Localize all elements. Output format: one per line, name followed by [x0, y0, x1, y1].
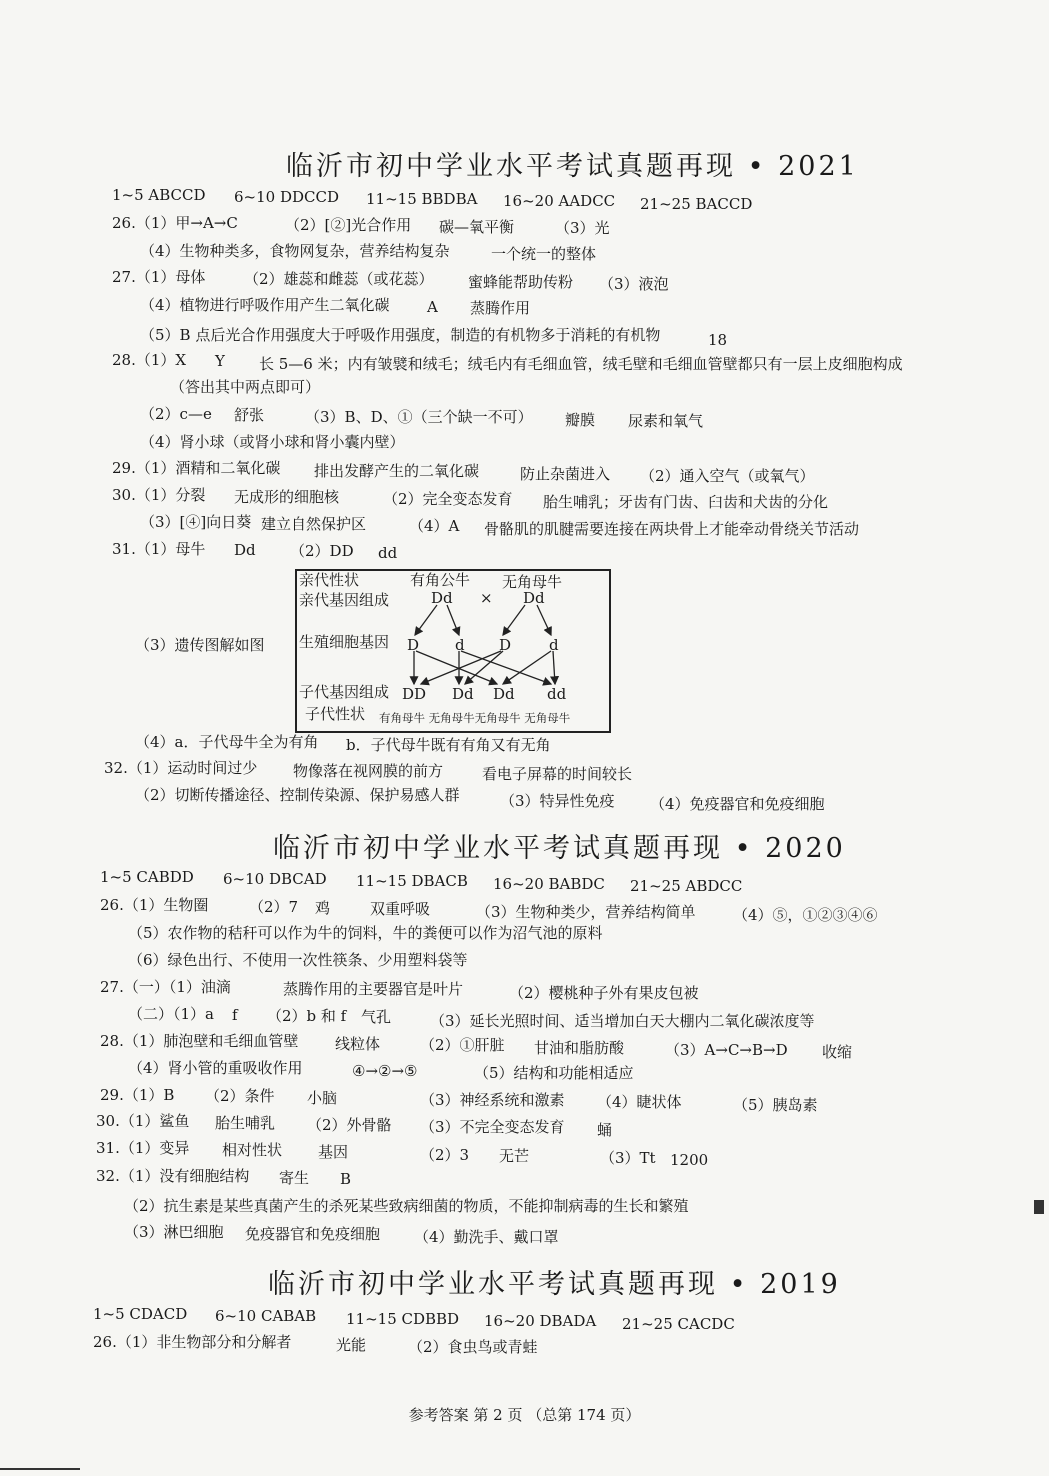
- q27-2021-b: （2）雄蕊和雌蕊（或花蕊）: [244, 270, 434, 288]
- child-genotype-1: DD: [402, 685, 427, 703]
- q31-2021-a: 31.（1）母牛: [112, 540, 206, 558]
- arrow-d-dd: [461, 651, 551, 684]
- q26-2021-c: 碳—氧平衡: [439, 218, 515, 236]
- label-child-genotype: 子代基因组成: [299, 683, 390, 701]
- arrow-d2-Dd2: [503, 651, 551, 684]
- child-genotype-2: Dd: [452, 685, 474, 703]
- q30-2020-a: 30.（1）鲨鱼: [96, 1112, 190, 1130]
- q30-2021-a: 30.（1）分裂: [112, 486, 206, 504]
- mc-2020-4: 16~20 BABDC: [493, 875, 605, 893]
- mc-2020-3: 11~15 DBACB: [356, 872, 468, 890]
- q28-2020-i: （5）结构和功能相适应: [474, 1064, 634, 1082]
- q32-2020-g: （4）勤洗手、戴口罩: [414, 1228, 559, 1246]
- q29-2020-f: （5）胰岛素: [733, 1096, 818, 1114]
- q28-2021-h: 瓣膜: [565, 411, 596, 429]
- q26-2021-b: （2）[②]光合作用: [285, 216, 412, 234]
- arrow-D2-DD: [421, 651, 501, 684]
- mc-2020-5: 21~25 ABDCC: [630, 877, 743, 895]
- q30-2021-f: 建立自然保护区: [261, 515, 367, 533]
- q32-2020-c: B: [340, 1170, 352, 1188]
- q27-2021-i: 18: [708, 331, 728, 349]
- q28-2021-c: 长 5—6 米；内有皱襞和绒毛；绒毛内有毛细血管，绒毛壁和毛细血管壁都只有一层上皮细胞构成: [259, 355, 903, 373]
- q27-2020-e: f: [232, 1006, 238, 1024]
- q26-2019-a: 26.（1）非生物部分和分解者: [93, 1333, 292, 1351]
- q32-2021-a: 32.（1）运动时间过少: [104, 759, 258, 777]
- q32-2020-f: 免疫器官和免疫细胞: [245, 1225, 381, 1243]
- q27-2020-d: （二）（1）a: [128, 1005, 214, 1023]
- arrow-father-d: [447, 605, 459, 635]
- q31-2020-d: （2）3: [420, 1146, 470, 1164]
- q31-2021-b: Dd: [234, 541, 256, 559]
- q28-2020-e: （3）A→C→B→D: [665, 1041, 788, 1059]
- arrow-mother-D: [503, 605, 525, 635]
- q26-2021-e: （4）生物种类多，食物网复杂，营养结构复杂: [140, 242, 450, 260]
- mc-2021-1: 1~5 ABCCD: [112, 186, 206, 204]
- q29-2020-e: （4）睫状体: [597, 1093, 682, 1111]
- mother-trait: 无角母牛: [502, 573, 563, 591]
- section-title-2021: 临沂市初中学业水平考试真题再现 • 2021: [286, 151, 859, 182]
- q28-2020-a: 28.（1）肺泡壁和毛细血管壁: [100, 1032, 299, 1050]
- q26-2020-b: （2）7: [249, 898, 299, 916]
- mother-genotype: Dd: [523, 589, 545, 607]
- mc-2020-2: 6~10 DBCAD: [223, 870, 327, 888]
- q30-2021-c: （2）完全变态发育: [383, 490, 513, 508]
- q27-2021-h: （5）B 点后光合作用强度大于呼吸作用强度，制造的有机物多于消耗的有机物: [140, 326, 661, 344]
- q27-2020-c: （2）樱桃种子外有果皮包被: [509, 984, 699, 1002]
- q28-2021-i: 尿素和氧气: [628, 412, 704, 430]
- q31-2021-e: （3）遗传图解如图: [135, 636, 265, 654]
- q32-2020-d: （2）抗生素是某些真菌产生的杀死某些致病细菌的物质，不能抑制病毒的生长和繁殖: [124, 1197, 689, 1215]
- child-genotype-4: dd: [547, 685, 567, 703]
- q32-2020-a: 32.（1）没有细胞结构: [96, 1167, 250, 1185]
- gamete-4: d: [549, 636, 559, 654]
- mc-2019-1: 1~5 CDACD: [93, 1305, 188, 1323]
- q31-2020-f: （3）Tt: [600, 1149, 656, 1167]
- q30-2020-c: （2）外骨骼: [307, 1116, 392, 1134]
- q28-2020-f: 收缩: [822, 1043, 853, 1061]
- q30-2020-d: （3）不完全变态发育: [420, 1118, 565, 1136]
- q28-2020-c: （2）①肝脏: [420, 1036, 505, 1054]
- q30-2020-e: 蛹: [597, 1121, 613, 1139]
- q27-2020-b: 蒸腾作用的主要器官是叶片: [283, 980, 464, 998]
- q26-2020-c: 鸡: [315, 899, 331, 917]
- q27-2021-d: （3）液泡: [599, 275, 669, 293]
- q28-2020-h: ④→②→⑤: [352, 1062, 418, 1080]
- q30-2021-g: （4）A: [409, 517, 460, 535]
- q28-2020-g: （4）肾小管的重吸收作用: [128, 1059, 303, 1077]
- q30-2021-d: 胎生哺乳；牙齿有门齿、臼齿和犬齿的分化: [543, 493, 829, 511]
- q27-2021-e: （4）植物进行呼吸作用产生二氧化碳: [140, 296, 390, 314]
- father-genotype: Dd: [431, 589, 453, 607]
- q28-2020-d: 甘油和脂肪酸: [534, 1039, 625, 1057]
- scan-mark: [1034, 1200, 1044, 1214]
- q27-2021-a: 27.（1）母体: [112, 268, 206, 286]
- q29-2020-d: （3）神经系统和激素: [420, 1091, 565, 1109]
- q31-2021-g: b．子代母牛既有有角又有无角: [346, 736, 551, 754]
- q32-2021-f: （4）免疫器官和免疫细胞: [650, 795, 825, 813]
- arrow-d2-dd: [553, 651, 555, 684]
- q26-2020-f: （4）⑤，①②③④⑥: [733, 906, 878, 924]
- q31-2021-c: （2）DD: [290, 542, 354, 560]
- mc-2019-5: 21~25 CACDC: [622, 1315, 735, 1333]
- q26-2020-a: 26.（1）生物圈: [100, 896, 209, 914]
- q28-2020-b: 线粒体: [335, 1035, 381, 1053]
- mc-2019-4: 16~20 DBADA: [484, 1312, 597, 1330]
- q27-2020-h: （3）延长光照时间、适当增加白天大棚内二氧化碳浓度等: [430, 1012, 815, 1030]
- q27-2020-a: 27.（一）（1）油滴: [100, 978, 231, 996]
- q30-2020-b: 胎生哺乳: [215, 1114, 276, 1132]
- arrow-father-D: [415, 605, 437, 635]
- q26-2020-d: 双重呼吸: [370, 900, 431, 918]
- q29-2021-c: 防止杂菌进入: [520, 465, 611, 483]
- q28-2021-d: （答出其中两点即可）: [170, 378, 321, 396]
- q32-2021-c: 看电子屏幕的时间较长: [482, 765, 633, 783]
- q31-2020-a: 31.（1）变异: [96, 1139, 190, 1157]
- section-title-2019: 临沂市初中学业水平考试真题再现 • 2019: [268, 1269, 841, 1300]
- cross-symbol: ×: [480, 589, 493, 607]
- q29-2020-a: 29.（1）B: [100, 1086, 175, 1104]
- q31-2021-d: dd: [378, 544, 398, 562]
- q32-2021-e: （3）特异性免疫: [500, 792, 615, 810]
- q32-2020-b: 寄生: [279, 1169, 310, 1187]
- q27-2020-g: 气孔: [361, 1008, 392, 1026]
- q28-2021-f: 舒张: [234, 406, 265, 424]
- mc-2021-2: 6~10 DDCCD: [234, 188, 339, 206]
- q26-2020-e: （3）生物种类少，营养结构简单: [476, 903, 696, 921]
- q27-2021-g: 蒸腾作用: [470, 299, 531, 317]
- q31-2020-c: 基因: [318, 1143, 349, 1161]
- q26-2021-a: 26.（1）甲→A→C: [112, 214, 238, 232]
- q31-2020-g: 1200: [670, 1151, 709, 1169]
- q29-2021-b: 排出发酵产生的二氧化碳: [314, 462, 480, 480]
- child-genotype-3: Dd: [493, 685, 515, 703]
- q26-2019-c: （2）食虫鸟或青蛙: [408, 1338, 538, 1356]
- q27-2021-f: A: [427, 298, 438, 316]
- scan-edge: [0, 1468, 80, 1470]
- q30-2021-b: 无成形的细胞核: [234, 488, 340, 506]
- q26-2021-d: （3）光: [555, 219, 610, 237]
- q28-2021-g: （3）B、D、①（三个缺一不可）: [305, 408, 533, 426]
- q26-2019-b: 光能: [336, 1336, 367, 1354]
- label-parent-trait: 亲代性状: [299, 571, 360, 589]
- mc-2019-2: 6~10 CABAB: [215, 1307, 317, 1325]
- mc-2021-4: 16~20 AADCC: [503, 192, 616, 210]
- q29-2021-a: 29.（1）酒精和二氧化碳: [112, 459, 281, 477]
- q29-2021-d: （2）通入空气（或氧气）: [640, 467, 815, 485]
- genetic-diagram: [295, 569, 611, 733]
- label-parent-genotype: 亲代基因组成: [299, 591, 390, 609]
- q28-2021-b: Y: [215, 352, 225, 370]
- arrow-mother-d: [537, 605, 551, 635]
- label-gamete: 生殖细胞基因: [299, 633, 390, 651]
- q28-2021-j: （4）肾小球（或肾小球和肾小囊内壁）: [140, 433, 405, 451]
- q27-2020-f: （2）b 和 f: [267, 1007, 347, 1025]
- mc-2021-3: 11~15 BBDBA: [366, 190, 478, 208]
- father-trait: 有角公牛: [410, 571, 471, 589]
- q32-2021-b: 物像落在视网膜的前方: [293, 762, 444, 780]
- mc-2020-1: 1~5 CABDD: [100, 868, 194, 886]
- q32-2020-e: （3）淋巴细胞: [124, 1223, 224, 1241]
- gamete-3: D: [499, 636, 512, 654]
- q32-2021-d: （2）切断传播途径、控制传染源、保护易感人群: [135, 786, 460, 804]
- q26-2020-g: （5）农作物的秸秆可以作为牛的饲料，牛的粪便可以作为沼气池的原料: [128, 924, 603, 942]
- q26-2020-h: （6）绿色出行、不使用一次性筷条、少用塑料袋等: [128, 951, 468, 969]
- page-footer: 参考答案 第 2 页 （总第 174 页）: [408, 1406, 641, 1424]
- q29-2020-c: 小脑: [307, 1089, 338, 1107]
- q28-2021-e: （2）c—e: [140, 405, 212, 423]
- q31-2020-b: 相对性状: [222, 1141, 283, 1159]
- mc-2021-5: 21~25 BACCD: [640, 195, 753, 213]
- q27-2021-c: 蜜蜂能帮助传粉: [468, 273, 574, 291]
- q31-2020-e: 无芒: [499, 1147, 530, 1165]
- q28-2021-a: 28.（1）X: [112, 351, 187, 369]
- q26-2021-f: 一个统一的整体: [491, 245, 597, 263]
- mc-2019-3: 11~15 CDBBD: [346, 1310, 460, 1328]
- q30-2021-h: 骨骼肌的肌腱需要连接在两块骨上才能牵动骨绕关节活动: [484, 520, 860, 538]
- q30-2021-e: （3）[④]向日葵: [140, 513, 252, 531]
- gamete-2: d: [455, 636, 465, 654]
- label-child-trait: 子代性状: [305, 705, 366, 723]
- section-title-2020: 临沂市初中学业水平考试真题再现 • 2020: [273, 833, 846, 864]
- q31-2021-f: （4）a．子代母牛全为有角: [135, 733, 319, 751]
- child-traits: 有角母牛 无角母牛无角母牛 无角母牛: [379, 711, 571, 725]
- q29-2020-b: （2）条件: [205, 1087, 275, 1105]
- gamete-1: D: [407, 636, 420, 654]
